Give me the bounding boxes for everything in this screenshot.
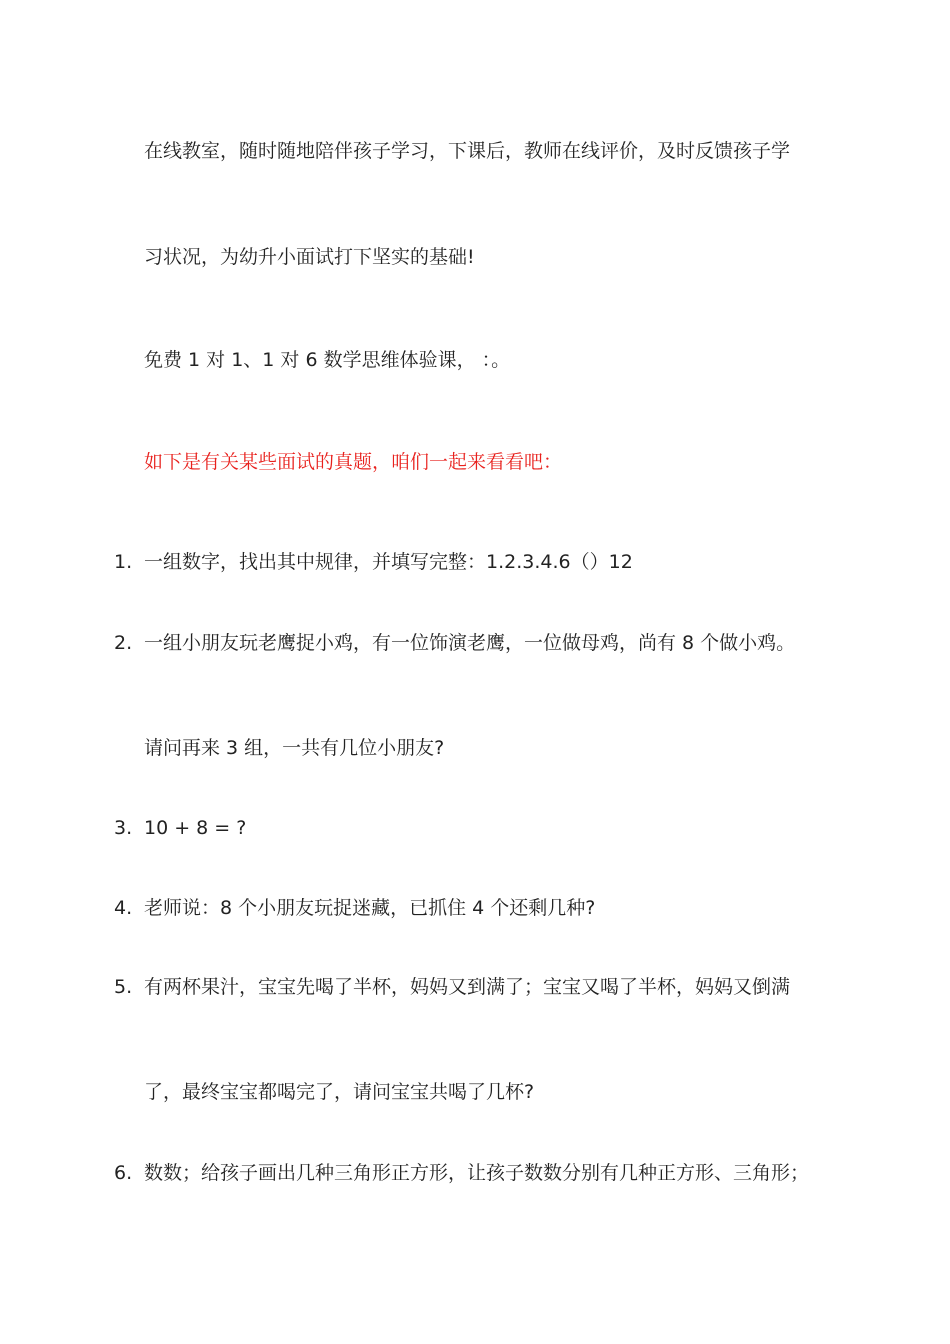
question-number: 3. [114,817,133,839]
question-text-continued: 了，最终宝宝都喝完了，请问宝宝共喝了几杯? [144,1081,535,1103]
question-text-continued: 请问再来 3 组，一共有几位小朋友? [144,737,445,759]
question-text: 一组小朋友玩老鹰捉小鸡，有一位饰演老鹰，一位做母鸡，尚有 8 个做小鸡。 [144,632,796,654]
question-number: 6. [114,1162,133,1184]
question-text: 有两杯果汁，宝宝先喝了半杯，妈妈又到满了；宝宝又喝了半杯，妈妈又倒满 [144,976,791,998]
question-number: 1. [114,551,133,573]
question-text: 老师说：8 个小朋友玩捉迷藏，已抓住 4 个还剩几种? [144,897,596,919]
question-text: 一组数字，找出其中规律，并填写完整：1.2.3.4.6（）12 [144,551,633,573]
intro-line-1: 在线教室，随时随地陪伴孩子学习，下课后，教师在线评价，及时反馈孩子学 [144,140,791,162]
intro-line-3: 免费 1 对 1、1 对 6 数学思维体验课， ：。 [144,349,511,371]
section-heading: 如下是有关某些面试的真题，咱们一起来看看吧： [144,451,563,473]
question-text: 数数；给孩子画出几种三角形正方形，让孩子数数分别有几种正方形、三角形； [144,1162,810,1184]
question-number: 2. [114,632,133,654]
question-number: 4. [114,897,133,919]
intro-line-2: 习状况，为幼升小面试打下坚实的基础! [144,246,475,268]
question-text: 10 + 8 = ? [144,817,247,839]
question-number: 5. [114,976,133,998]
